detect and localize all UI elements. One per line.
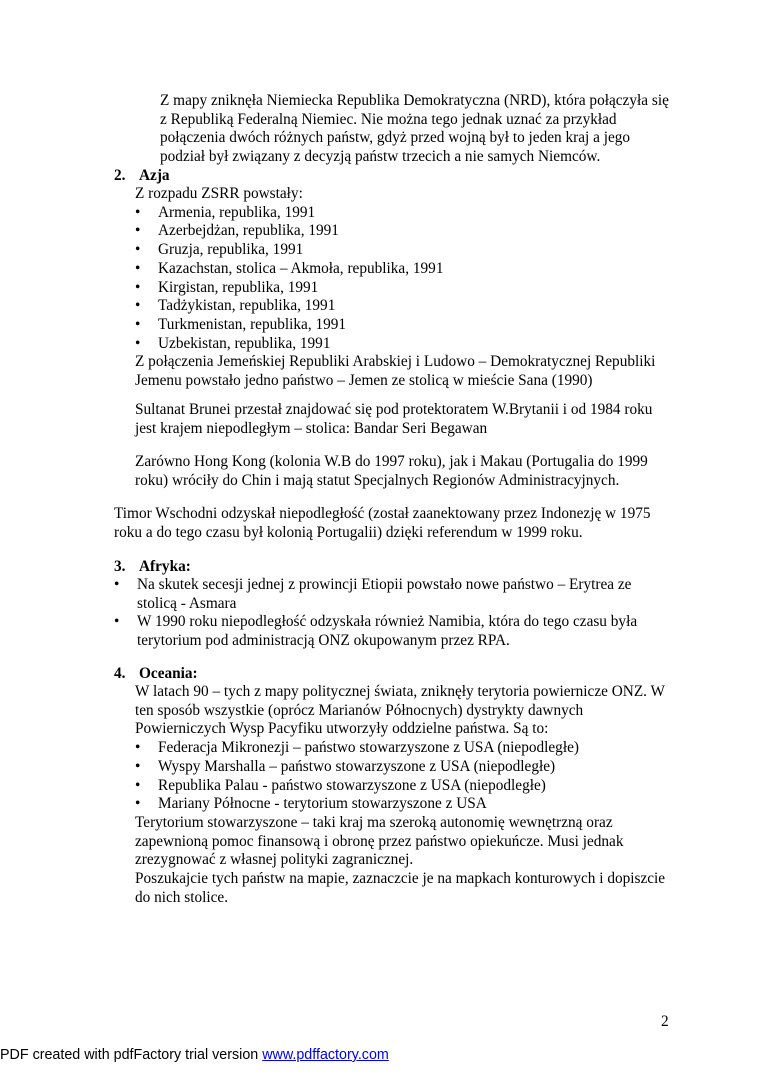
bullet-icon: •	[135, 334, 141, 352]
text-line: roku a do tego czasu był kolonią Portugalii) dzięki referendum w 1999 roku.	[114, 523, 583, 541]
text-line: do nich stolice.	[135, 888, 229, 906]
timor-paragraph	[114, 505, 651, 542]
list-item: • Kazachstan, stolica – Akmoła, republika, 1991	[135, 259, 444, 277]
text-line: Zarówno Hong Kong (kolonia W.B do 1997 roku), jak i Makau (Portugalia do 1999	[135, 453, 648, 470]
list-item: • Wyspy Marshalla – państwo stowarzyszone z USA (niepodległe)	[135, 757, 556, 775]
list-item: • Turkmenistan, republika, 1991	[135, 315, 347, 333]
list-item: • Na skutek secesji jednej z prowincji Etiopii powstało nowe państwo – Erytrea ze stolicą - Asmara	[114, 576, 632, 612]
text-line: połączenia dwóch różnych państw, gdyż przed wojną był to jeden kraj a jego	[160, 129, 631, 147]
yemen-line: Z połączenia Jemeńskiej Republiki Arabskiej i Ludowo – Demokratycznej Republiki	[135, 353, 656, 371]
africa-list	[114, 576, 637, 651]
asia-list-block	[135, 185, 655, 391]
list-item: • Tadżykistan, republika, 1991	[135, 297, 336, 315]
bullet-icon: •	[135, 776, 141, 794]
bullet-icon: •	[135, 222, 141, 240]
section-title: Oceania:	[139, 665, 198, 682]
section-title: Azja	[139, 167, 170, 184]
list-item: • Kirgistan, republika, 1991	[135, 278, 319, 296]
pdf-footer	[0, 1046, 389, 1065]
list-item: • Republika Palau - państwo stowarzyszone z USA (niepodległe)	[135, 776, 546, 794]
text-line: zrezygnować z własnej polityki zagranicznej.	[135, 851, 414, 869]
text-line: W latach 90 – tych z mapy politycznej świata, zniknęły terytoria powiernicze ONZ. W	[135, 683, 665, 700]
section-heading-africa	[114, 558, 191, 577]
asia-lead: Z rozpadu ZSRR powstały:	[135, 185, 303, 202]
brunei-paragraph	[135, 401, 652, 438]
hongkong-paragraph	[135, 453, 648, 490]
footer-text: PDF created with pdfFactory trial version	[0, 1047, 263, 1063]
bullet-icon: •	[135, 297, 141, 315]
text-line: podział był związany z decyzją państw trzecich a nie samych Niemców.	[160, 148, 601, 166]
bullet-icon: •	[135, 203, 141, 221]
bullet-icon: •	[135, 739, 141, 757]
text-line: z Republiką Federalną Niemiec. Nie można tego jednak uznać za przykład	[160, 110, 617, 128]
footer-link[interactable]: www.pdffactory.com	[262, 1047, 389, 1063]
text-line: Timor Wschodni odzyskał niepodległość (został zaanektowany przez Indonezję w 1975	[114, 505, 651, 522]
section-title: Afryka:	[139, 558, 191, 575]
text-line: Powierniczych Wysp Pacyfiku utworzyły oddzielne państwa. Są to:	[135, 720, 549, 738]
bullet-icon: •	[114, 613, 120, 631]
list-item: • Azerbejdżan, republika, 1991	[135, 222, 339, 240]
bullet-icon: •	[135, 795, 141, 813]
list-item: • W 1990 roku niepodległość odzyskała również Namibia, która do tego czasu była terytorium pod administracją ONZ okupowanym przez RPA.	[114, 613, 638, 650]
bullet-icon: •	[135, 757, 141, 775]
bullet-icon: •	[135, 315, 141, 333]
text-line: Sultanat Brunei przestał znajdować się pod protektoratem W.Brytanii i od 1984 roku	[135, 401, 653, 418]
text-line: Terytorium stowarzyszone – taki kraj ma szeroką autonomię wewnętrzną oraz	[135, 813, 613, 831]
text-line: zapewnioną pomoc finansową i obronę przez państwo opiekuńcze. Musi jednak	[135, 832, 624, 850]
list-item: • Mariany Północne - terytorium stowarzyszone z USA	[135, 795, 487, 813]
text-line: roku) wróciły do Chin i mają statut Specjalnych Regionów Administracyjnych.	[135, 471, 620, 489]
bullet-icon: •	[114, 576, 120, 593]
oceania-block	[135, 683, 665, 907]
list-item: • Federacja Mikronezji – państwo stowarzyszone z USA (niepodległe)	[135, 739, 579, 757]
bullet-icon: •	[135, 278, 141, 296]
bullet-icon: •	[135, 259, 141, 277]
section-heading-asia	[114, 167, 170, 186]
list-item: • Uzbekistan, republika, 1991	[135, 334, 331, 352]
text-line: jest krajem niepodległym – stolica: Bandar Seri Begawan	[135, 419, 488, 437]
page-number: 2	[661, 1013, 669, 1030]
section-number: 2.	[114, 167, 126, 184]
text-line: Z mapy zniknęła Niemiecka Republika Demokratyczna (NRD), która połączyła się	[160, 92, 669, 109]
list-item: • Armenia, republika, 1991	[135, 203, 316, 221]
text-line: Poszukajcie tych państw na mapie, zaznaczcie je na mapkach konturowych i dopiszcie	[135, 870, 666, 888]
section-number: 3.	[114, 558, 126, 575]
list-item: • Gruzja, republika, 1991	[135, 241, 304, 259]
section-number: 4.	[114, 665, 126, 682]
yemen-line: Jemenu powstało jedno państwo – Jemen ze stolicą w mieście Sana (1990)	[135, 372, 593, 390]
bullet-icon: •	[135, 241, 141, 259]
intro-paragraph	[160, 92, 669, 167]
section-heading-oceania	[114, 665, 198, 684]
text-line: ten sposób wszystkie (oprócz Marianów Północnych) dystrykty dawnych	[135, 701, 584, 719]
